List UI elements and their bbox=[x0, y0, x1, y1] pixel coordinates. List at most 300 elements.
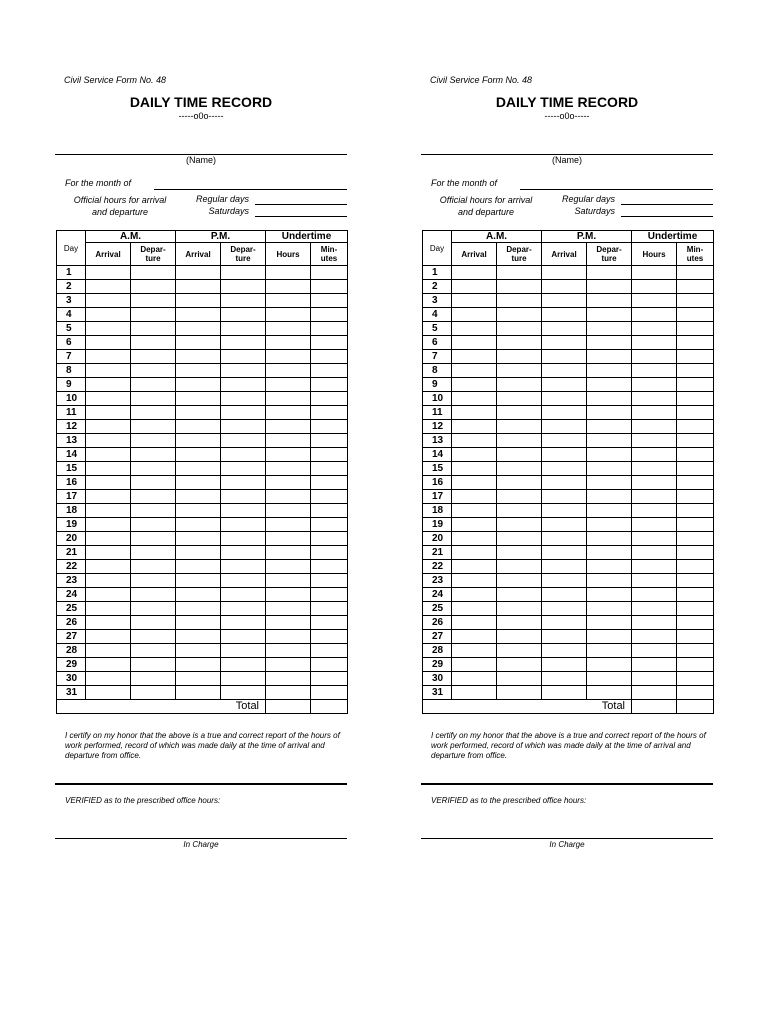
total-hours-cell[interactable] bbox=[266, 700, 311, 714]
am-arrival-cell[interactable] bbox=[452, 336, 497, 350]
am-departure-cell[interactable] bbox=[497, 434, 542, 448]
undertime-hours-cell[interactable] bbox=[266, 630, 311, 644]
pm-departure-cell[interactable] bbox=[587, 504, 632, 518]
pm-departure-cell[interactable] bbox=[587, 448, 632, 462]
am-departure-cell[interactable] bbox=[131, 546, 176, 560]
pm-arrival-cell[interactable] bbox=[176, 686, 221, 700]
am-departure-cell[interactable] bbox=[131, 280, 176, 294]
undertime-minutes-cell[interactable] bbox=[677, 392, 714, 406]
undertime-minutes-cell[interactable] bbox=[677, 588, 714, 602]
am-departure-cell[interactable] bbox=[497, 616, 542, 630]
pm-arrival-cell[interactable] bbox=[176, 266, 221, 280]
pm-departure-cell[interactable] bbox=[221, 490, 266, 504]
total-hours-cell[interactable] bbox=[632, 700, 677, 714]
am-departure-cell[interactable] bbox=[131, 560, 176, 574]
undertime-hours-cell[interactable] bbox=[266, 280, 311, 294]
pm-arrival-cell[interactable] bbox=[542, 350, 587, 364]
pm-departure-cell[interactable] bbox=[587, 350, 632, 364]
am-arrival-cell[interactable] bbox=[452, 658, 497, 672]
am-departure-cell[interactable] bbox=[497, 588, 542, 602]
pm-arrival-cell[interactable] bbox=[542, 672, 587, 686]
am-arrival-cell[interactable] bbox=[86, 294, 131, 308]
am-arrival-cell[interactable] bbox=[452, 462, 497, 476]
am-arrival-cell[interactable] bbox=[452, 364, 497, 378]
undertime-minutes-cell[interactable] bbox=[677, 546, 714, 560]
pm-departure-cell[interactable] bbox=[221, 504, 266, 518]
undertime-minutes-cell[interactable] bbox=[677, 518, 714, 532]
pm-departure-cell[interactable] bbox=[587, 280, 632, 294]
am-departure-cell[interactable] bbox=[497, 630, 542, 644]
undertime-minutes-cell[interactable] bbox=[677, 294, 714, 308]
undertime-minutes-cell[interactable] bbox=[311, 336, 348, 350]
am-departure-cell[interactable] bbox=[497, 532, 542, 546]
am-arrival-cell[interactable] bbox=[86, 280, 131, 294]
am-arrival-cell[interactable] bbox=[452, 476, 497, 490]
undertime-hours-cell[interactable] bbox=[266, 448, 311, 462]
pm-departure-cell[interactable] bbox=[221, 616, 266, 630]
pm-arrival-cell[interactable] bbox=[176, 602, 221, 616]
undertime-minutes-cell[interactable] bbox=[677, 644, 714, 658]
am-departure-cell[interactable] bbox=[131, 630, 176, 644]
month-field-line[interactable] bbox=[520, 189, 713, 190]
am-arrival-cell[interactable] bbox=[86, 476, 131, 490]
undertime-minutes-cell[interactable] bbox=[677, 602, 714, 616]
pm-arrival-cell[interactable] bbox=[176, 574, 221, 588]
pm-arrival-cell[interactable] bbox=[176, 308, 221, 322]
pm-arrival-cell[interactable] bbox=[542, 658, 587, 672]
am-arrival-cell[interactable] bbox=[86, 644, 131, 658]
undertime-minutes-cell[interactable] bbox=[311, 406, 348, 420]
am-departure-cell[interactable] bbox=[497, 546, 542, 560]
pm-arrival-cell[interactable] bbox=[176, 378, 221, 392]
undertime-minutes-cell[interactable] bbox=[311, 378, 348, 392]
pm-departure-cell[interactable] bbox=[587, 294, 632, 308]
undertime-hours-cell[interactable] bbox=[632, 308, 677, 322]
undertime-hours-cell[interactable] bbox=[632, 434, 677, 448]
pm-arrival-cell[interactable] bbox=[542, 602, 587, 616]
pm-arrival-cell[interactable] bbox=[176, 434, 221, 448]
am-departure-cell[interactable] bbox=[131, 378, 176, 392]
pm-departure-cell[interactable] bbox=[587, 462, 632, 476]
undertime-minutes-cell[interactable] bbox=[311, 266, 348, 280]
pm-arrival-cell[interactable] bbox=[542, 630, 587, 644]
am-arrival-cell[interactable] bbox=[452, 518, 497, 532]
am-departure-cell[interactable] bbox=[497, 560, 542, 574]
am-arrival-cell[interactable] bbox=[452, 266, 497, 280]
undertime-minutes-cell[interactable] bbox=[677, 420, 714, 434]
am-arrival-cell[interactable] bbox=[452, 504, 497, 518]
undertime-minutes-cell[interactable] bbox=[677, 658, 714, 672]
undertime-minutes-cell[interactable] bbox=[677, 378, 714, 392]
undertime-minutes-cell[interactable] bbox=[311, 532, 348, 546]
pm-arrival-cell[interactable] bbox=[176, 532, 221, 546]
undertime-hours-cell[interactable] bbox=[632, 504, 677, 518]
undertime-minutes-cell[interactable] bbox=[677, 308, 714, 322]
am-departure-cell[interactable] bbox=[131, 588, 176, 602]
am-arrival-cell[interactable] bbox=[86, 518, 131, 532]
undertime-hours-cell[interactable] bbox=[632, 336, 677, 350]
pm-departure-cell[interactable] bbox=[221, 476, 266, 490]
am-departure-cell[interactable] bbox=[131, 602, 176, 616]
saturdays-field-line[interactable] bbox=[255, 216, 347, 217]
am-arrival-cell[interactable] bbox=[86, 602, 131, 616]
pm-departure-cell[interactable] bbox=[587, 630, 632, 644]
undertime-hours-cell[interactable] bbox=[266, 686, 311, 700]
undertime-hours-cell[interactable] bbox=[632, 644, 677, 658]
am-departure-cell[interactable] bbox=[131, 574, 176, 588]
undertime-hours-cell[interactable] bbox=[632, 448, 677, 462]
am-departure-cell[interactable] bbox=[131, 434, 176, 448]
undertime-minutes-cell[interactable] bbox=[677, 266, 714, 280]
am-departure-cell[interactable] bbox=[131, 490, 176, 504]
pm-arrival-cell[interactable] bbox=[542, 504, 587, 518]
am-arrival-cell[interactable] bbox=[86, 490, 131, 504]
am-arrival-cell[interactable] bbox=[452, 616, 497, 630]
pm-arrival-cell[interactable] bbox=[176, 630, 221, 644]
am-departure-cell[interactable] bbox=[131, 392, 176, 406]
pm-departure-cell[interactable] bbox=[587, 518, 632, 532]
am-arrival-cell[interactable] bbox=[86, 574, 131, 588]
am-departure-cell[interactable] bbox=[497, 658, 542, 672]
undertime-hours-cell[interactable] bbox=[632, 630, 677, 644]
undertime-hours-cell[interactable] bbox=[266, 518, 311, 532]
pm-arrival-cell[interactable] bbox=[176, 294, 221, 308]
undertime-hours-cell[interactable] bbox=[266, 406, 311, 420]
pm-arrival-cell[interactable] bbox=[542, 518, 587, 532]
pm-arrival-cell[interactable] bbox=[176, 364, 221, 378]
pm-departure-cell[interactable] bbox=[587, 336, 632, 350]
am-departure-cell[interactable] bbox=[497, 392, 542, 406]
total-minutes-cell[interactable] bbox=[311, 700, 348, 714]
undertime-minutes-cell[interactable] bbox=[677, 462, 714, 476]
total-minutes-cell[interactable] bbox=[677, 700, 714, 714]
undertime-minutes-cell[interactable] bbox=[311, 602, 348, 616]
pm-arrival-cell[interactable] bbox=[176, 406, 221, 420]
am-arrival-cell[interactable] bbox=[86, 420, 131, 434]
undertime-hours-cell[interactable] bbox=[632, 672, 677, 686]
pm-departure-cell[interactable] bbox=[221, 266, 266, 280]
pm-arrival-cell[interactable] bbox=[542, 280, 587, 294]
undertime-minutes-cell[interactable] bbox=[311, 434, 348, 448]
undertime-hours-cell[interactable] bbox=[266, 644, 311, 658]
undertime-hours-cell[interactable] bbox=[632, 686, 677, 700]
undertime-minutes-cell[interactable] bbox=[311, 294, 348, 308]
undertime-hours-cell[interactable] bbox=[632, 280, 677, 294]
undertime-hours-cell[interactable] bbox=[632, 322, 677, 336]
undertime-hours-cell[interactable] bbox=[632, 532, 677, 546]
undertime-minutes-cell[interactable] bbox=[311, 462, 348, 476]
undertime-minutes-cell[interactable] bbox=[677, 686, 714, 700]
am-arrival-cell[interactable] bbox=[452, 672, 497, 686]
pm-departure-cell[interactable] bbox=[221, 588, 266, 602]
signature-line[interactable] bbox=[55, 783, 347, 785]
pm-departure-cell[interactable] bbox=[587, 532, 632, 546]
am-departure-cell[interactable] bbox=[131, 686, 176, 700]
undertime-hours-cell[interactable] bbox=[266, 574, 311, 588]
am-arrival-cell[interactable] bbox=[452, 532, 497, 546]
pm-arrival-cell[interactable] bbox=[176, 560, 221, 574]
saturdays-field-line[interactable] bbox=[621, 216, 713, 217]
am-arrival-cell[interactable] bbox=[452, 588, 497, 602]
am-departure-cell[interactable] bbox=[497, 672, 542, 686]
pm-arrival-cell[interactable] bbox=[542, 616, 587, 630]
am-departure-cell[interactable] bbox=[131, 644, 176, 658]
am-departure-cell[interactable] bbox=[131, 532, 176, 546]
undertime-hours-cell[interactable] bbox=[266, 294, 311, 308]
undertime-minutes-cell[interactable] bbox=[311, 448, 348, 462]
undertime-hours-cell[interactable] bbox=[266, 588, 311, 602]
undertime-minutes-cell[interactable] bbox=[311, 588, 348, 602]
undertime-minutes-cell[interactable] bbox=[311, 616, 348, 630]
undertime-hours-cell[interactable] bbox=[632, 574, 677, 588]
am-arrival-cell[interactable] bbox=[452, 490, 497, 504]
am-departure-cell[interactable] bbox=[131, 406, 176, 420]
am-arrival-cell[interactable] bbox=[86, 630, 131, 644]
pm-departure-cell[interactable] bbox=[221, 434, 266, 448]
am-arrival-cell[interactable] bbox=[86, 616, 131, 630]
pm-departure-cell[interactable] bbox=[587, 490, 632, 504]
undertime-minutes-cell[interactable] bbox=[677, 630, 714, 644]
undertime-hours-cell[interactable] bbox=[266, 532, 311, 546]
am-departure-cell[interactable] bbox=[497, 308, 542, 322]
am-arrival-cell[interactable] bbox=[452, 392, 497, 406]
pm-arrival-cell[interactable] bbox=[542, 308, 587, 322]
pm-departure-cell[interactable] bbox=[587, 420, 632, 434]
am-departure-cell[interactable] bbox=[497, 448, 542, 462]
am-arrival-cell[interactable] bbox=[86, 364, 131, 378]
in-charge-signature-line[interactable] bbox=[421, 838, 713, 839]
undertime-hours-cell[interactable] bbox=[266, 266, 311, 280]
undertime-minutes-cell[interactable] bbox=[677, 350, 714, 364]
undertime-hours-cell[interactable] bbox=[632, 658, 677, 672]
undertime-minutes-cell[interactable] bbox=[677, 560, 714, 574]
undertime-minutes-cell[interactable] bbox=[311, 686, 348, 700]
undertime-hours-cell[interactable] bbox=[266, 476, 311, 490]
undertime-minutes-cell[interactable] bbox=[677, 434, 714, 448]
pm-departure-cell[interactable] bbox=[587, 658, 632, 672]
am-arrival-cell[interactable] bbox=[452, 378, 497, 392]
am-departure-cell[interactable] bbox=[497, 322, 542, 336]
am-arrival-cell[interactable] bbox=[452, 406, 497, 420]
undertime-hours-cell[interactable] bbox=[632, 462, 677, 476]
pm-arrival-cell[interactable] bbox=[176, 420, 221, 434]
am-departure-cell[interactable] bbox=[131, 504, 176, 518]
am-arrival-cell[interactable] bbox=[452, 420, 497, 434]
pm-arrival-cell[interactable] bbox=[176, 322, 221, 336]
am-departure-cell[interactable] bbox=[497, 462, 542, 476]
pm-arrival-cell[interactable] bbox=[542, 266, 587, 280]
undertime-hours-cell[interactable] bbox=[266, 420, 311, 434]
pm-departure-cell[interactable] bbox=[221, 658, 266, 672]
undertime-hours-cell[interactable] bbox=[266, 658, 311, 672]
pm-departure-cell[interactable] bbox=[587, 476, 632, 490]
undertime-hours-cell[interactable] bbox=[266, 560, 311, 574]
undertime-hours-cell[interactable] bbox=[632, 518, 677, 532]
pm-departure-cell[interactable] bbox=[221, 350, 266, 364]
pm-departure-cell[interactable] bbox=[221, 294, 266, 308]
undertime-minutes-cell[interactable] bbox=[677, 364, 714, 378]
undertime-hours-cell[interactable] bbox=[266, 602, 311, 616]
undertime-hours-cell[interactable] bbox=[266, 616, 311, 630]
pm-departure-cell[interactable] bbox=[587, 546, 632, 560]
undertime-hours-cell[interactable] bbox=[632, 588, 677, 602]
undertime-minutes-cell[interactable] bbox=[311, 658, 348, 672]
pm-arrival-cell[interactable] bbox=[176, 350, 221, 364]
undertime-minutes-cell[interactable] bbox=[311, 560, 348, 574]
am-arrival-cell[interactable] bbox=[452, 574, 497, 588]
pm-arrival-cell[interactable] bbox=[542, 686, 587, 700]
am-departure-cell[interactable] bbox=[497, 364, 542, 378]
pm-departure-cell[interactable] bbox=[587, 308, 632, 322]
undertime-hours-cell[interactable] bbox=[632, 616, 677, 630]
pm-departure-cell[interactable] bbox=[587, 266, 632, 280]
undertime-hours-cell[interactable] bbox=[632, 476, 677, 490]
undertime-minutes-cell[interactable] bbox=[311, 630, 348, 644]
signature-line[interactable] bbox=[421, 783, 713, 785]
pm-arrival-cell[interactable] bbox=[542, 532, 587, 546]
am-arrival-cell[interactable] bbox=[86, 672, 131, 686]
am-departure-cell[interactable] bbox=[497, 518, 542, 532]
am-arrival-cell[interactable] bbox=[86, 350, 131, 364]
am-departure-cell[interactable] bbox=[497, 504, 542, 518]
undertime-hours-cell[interactable] bbox=[266, 392, 311, 406]
undertime-minutes-cell[interactable] bbox=[677, 406, 714, 420]
am-departure-cell[interactable] bbox=[497, 476, 542, 490]
undertime-minutes-cell[interactable] bbox=[677, 476, 714, 490]
pm-departure-cell[interactable] bbox=[587, 602, 632, 616]
pm-departure-cell[interactable] bbox=[221, 280, 266, 294]
undertime-minutes-cell[interactable] bbox=[311, 672, 348, 686]
undertime-hours-cell[interactable] bbox=[266, 434, 311, 448]
undertime-hours-cell[interactable] bbox=[266, 546, 311, 560]
am-departure-cell[interactable] bbox=[497, 350, 542, 364]
am-arrival-cell[interactable] bbox=[86, 378, 131, 392]
am-departure-cell[interactable] bbox=[497, 266, 542, 280]
am-departure-cell[interactable] bbox=[131, 448, 176, 462]
undertime-hours-cell[interactable] bbox=[632, 406, 677, 420]
pm-arrival-cell[interactable] bbox=[176, 392, 221, 406]
am-departure-cell[interactable] bbox=[131, 462, 176, 476]
pm-arrival-cell[interactable] bbox=[542, 644, 587, 658]
am-departure-cell[interactable] bbox=[497, 686, 542, 700]
pm-arrival-cell[interactable] bbox=[542, 364, 587, 378]
pm-arrival-cell[interactable] bbox=[176, 462, 221, 476]
am-arrival-cell[interactable] bbox=[86, 434, 131, 448]
am-departure-cell[interactable] bbox=[497, 644, 542, 658]
undertime-hours-cell[interactable] bbox=[266, 364, 311, 378]
pm-arrival-cell[interactable] bbox=[542, 560, 587, 574]
am-arrival-cell[interactable] bbox=[452, 322, 497, 336]
pm-departure-cell[interactable] bbox=[221, 546, 266, 560]
am-departure-cell[interactable] bbox=[497, 280, 542, 294]
am-departure-cell[interactable] bbox=[131, 476, 176, 490]
undertime-minutes-cell[interactable] bbox=[677, 504, 714, 518]
pm-arrival-cell[interactable] bbox=[542, 448, 587, 462]
pm-arrival-cell[interactable] bbox=[176, 448, 221, 462]
pm-arrival-cell[interactable] bbox=[176, 504, 221, 518]
regular-days-field-line[interactable] bbox=[255, 204, 347, 205]
undertime-minutes-cell[interactable] bbox=[311, 518, 348, 532]
pm-arrival-cell[interactable] bbox=[176, 658, 221, 672]
undertime-hours-cell[interactable] bbox=[266, 672, 311, 686]
pm-departure-cell[interactable] bbox=[221, 644, 266, 658]
am-arrival-cell[interactable] bbox=[86, 546, 131, 560]
pm-departure-cell[interactable] bbox=[221, 308, 266, 322]
am-departure-cell[interactable] bbox=[131, 336, 176, 350]
pm-arrival-cell[interactable] bbox=[176, 588, 221, 602]
undertime-minutes-cell[interactable] bbox=[311, 546, 348, 560]
pm-departure-cell[interactable] bbox=[221, 532, 266, 546]
pm-departure-cell[interactable] bbox=[221, 462, 266, 476]
undertime-minutes-cell[interactable] bbox=[311, 490, 348, 504]
undertime-hours-cell[interactable] bbox=[632, 378, 677, 392]
pm-arrival-cell[interactable] bbox=[542, 378, 587, 392]
pm-departure-cell[interactable] bbox=[221, 448, 266, 462]
am-departure-cell[interactable] bbox=[497, 420, 542, 434]
undertime-hours-cell[interactable] bbox=[266, 336, 311, 350]
am-arrival-cell[interactable] bbox=[452, 448, 497, 462]
am-arrival-cell[interactable] bbox=[452, 308, 497, 322]
pm-arrival-cell[interactable] bbox=[542, 336, 587, 350]
pm-departure-cell[interactable] bbox=[587, 392, 632, 406]
undertime-minutes-cell[interactable] bbox=[311, 308, 348, 322]
am-departure-cell[interactable] bbox=[497, 574, 542, 588]
am-arrival-cell[interactable] bbox=[86, 504, 131, 518]
am-departure-cell[interactable] bbox=[131, 518, 176, 532]
undertime-hours-cell[interactable] bbox=[632, 560, 677, 574]
am-departure-cell[interactable] bbox=[131, 266, 176, 280]
pm-departure-cell[interactable] bbox=[587, 378, 632, 392]
am-arrival-cell[interactable] bbox=[452, 560, 497, 574]
am-arrival-cell[interactable] bbox=[452, 294, 497, 308]
undertime-minutes-cell[interactable] bbox=[311, 350, 348, 364]
am-arrival-cell[interactable] bbox=[452, 602, 497, 616]
pm-departure-cell[interactable] bbox=[221, 336, 266, 350]
undertime-hours-cell[interactable] bbox=[266, 504, 311, 518]
pm-arrival-cell[interactable] bbox=[176, 644, 221, 658]
pm-departure-cell[interactable] bbox=[587, 616, 632, 630]
pm-departure-cell[interactable] bbox=[221, 378, 266, 392]
am-departure-cell[interactable] bbox=[131, 322, 176, 336]
pm-departure-cell[interactable] bbox=[221, 602, 266, 616]
pm-arrival-cell[interactable] bbox=[542, 294, 587, 308]
undertime-minutes-cell[interactable] bbox=[311, 322, 348, 336]
am-departure-cell[interactable] bbox=[131, 658, 176, 672]
pm-arrival-cell[interactable] bbox=[176, 336, 221, 350]
undertime-hours-cell[interactable] bbox=[266, 378, 311, 392]
am-departure-cell[interactable] bbox=[131, 294, 176, 308]
am-departure-cell[interactable] bbox=[131, 350, 176, 364]
am-arrival-cell[interactable] bbox=[86, 658, 131, 672]
pm-arrival-cell[interactable] bbox=[176, 672, 221, 686]
undertime-minutes-cell[interactable] bbox=[311, 392, 348, 406]
am-arrival-cell[interactable] bbox=[86, 308, 131, 322]
am-departure-cell[interactable] bbox=[131, 672, 176, 686]
undertime-minutes-cell[interactable] bbox=[311, 364, 348, 378]
undertime-minutes-cell[interactable] bbox=[677, 574, 714, 588]
pm-arrival-cell[interactable] bbox=[542, 420, 587, 434]
pm-arrival-cell[interactable] bbox=[176, 546, 221, 560]
pm-departure-cell[interactable] bbox=[221, 392, 266, 406]
undertime-minutes-cell[interactable] bbox=[311, 574, 348, 588]
pm-arrival-cell[interactable] bbox=[176, 490, 221, 504]
undertime-minutes-cell[interactable] bbox=[677, 448, 714, 462]
am-arrival-cell[interactable] bbox=[86, 686, 131, 700]
undertime-minutes-cell[interactable] bbox=[677, 280, 714, 294]
pm-arrival-cell[interactable] bbox=[542, 588, 587, 602]
undertime-minutes-cell[interactable] bbox=[677, 532, 714, 546]
pm-departure-cell[interactable] bbox=[221, 672, 266, 686]
